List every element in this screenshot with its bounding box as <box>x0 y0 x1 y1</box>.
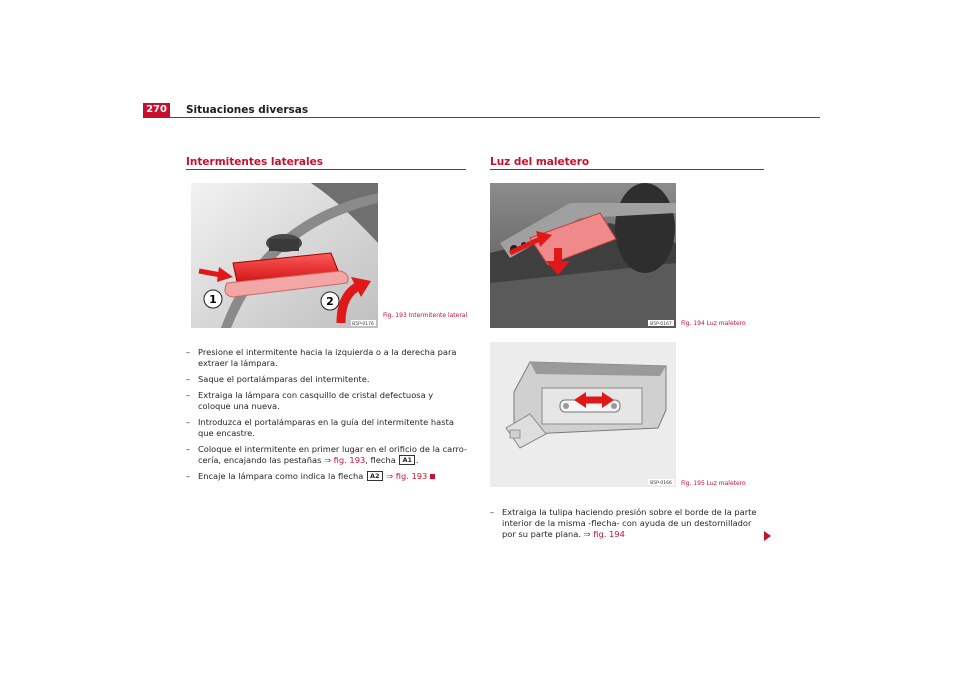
figure-194-image <box>490 183 676 328</box>
figure-193-caption: Fig. 193 Intermitente lateral <box>383 312 468 319</box>
figure-code: B5P-0176 <box>352 322 374 327</box>
fig-link[interactable]: ⇒ fig. 193 <box>386 471 428 481</box>
section-rule-right <box>490 169 764 170</box>
figure-code: B5P-0167 <box>650 322 672 327</box>
figure-label-2: 2 <box>326 295 334 308</box>
fig-link[interactable]: ⇒ fig. 194 <box>583 529 625 539</box>
fig-link[interactable]: ⇒ fig. 193 <box>324 455 366 465</box>
section-title-intermitentes: Intermitentes laterales <box>186 156 323 168</box>
steps-list-right <box>490 507 765 545</box>
step-item: – Saque el portalámparas del intermitente. <box>186 374 370 384</box>
step-item: – Extraiga la tulipa haciendo presión sobre el borde de la parte interior de la misma -flecha- con ayuda de un destornillador por su parte plana. ⇒ fig. 194 <box>490 507 757 539</box>
figure-193-image <box>191 183 378 328</box>
step-item: – Extraiga la lámpara con casquillo de cristal defectuosa y coloque una nueva. <box>186 390 434 411</box>
continue-arrow-icon <box>764 531 771 541</box>
page-number: 270 <box>143 103 170 117</box>
figure-label-1: 1 <box>209 293 217 306</box>
step-item: – Introduzca el portalámparas en la guía del intermitente hasta que encastre. <box>186 417 454 438</box>
step-item: – Coloque el intermitente en primer lugar en el orificio de la carro-cería, encajando las pestañas ⇒ fig. 193, flecha A1 . <box>186 444 467 465</box>
figure-194-caption: Fig. 194 Luz maletero <box>681 320 746 327</box>
header-rule <box>143 117 820 118</box>
running-header: Situaciones diversas <box>186 104 309 116</box>
end-mark-icon <box>430 474 435 479</box>
figure-195-caption: Fig. 195 Luz maletero <box>681 480 746 487</box>
figure-195-image <box>490 342 676 487</box>
steps-list-left <box>186 347 468 487</box>
section-rule-left <box>186 169 466 170</box>
arrow-badge-a2: A2 <box>367 471 383 481</box>
step-item: – Presione el intermitente hacia la izquierda o a la derecha para extraer la lámpara. <box>186 347 457 368</box>
figure-code: B5P-0166 <box>650 481 672 486</box>
arrow-badge-a1: A1 <box>399 455 415 465</box>
step-item: – Encaje la lámpara como indica la flecha A2 ⇒ fig. 193 <box>186 471 468 482</box>
section-title-maletero: Luz del maletero <box>490 156 590 168</box>
